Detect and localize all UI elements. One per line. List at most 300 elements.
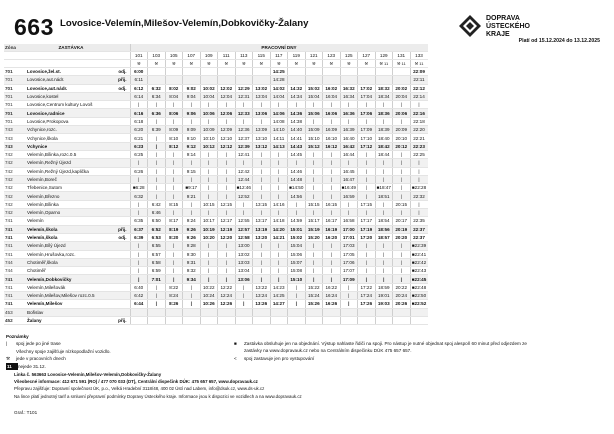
- trip-number: 119: [288, 52, 306, 60]
- departure-time: |: [218, 267, 236, 275]
- stop-name: Velemín,Milešov: [26, 300, 116, 308]
- arrival-departure-label: přij.: [116, 76, 130, 84]
- stop-name: Lovosice,aut.nádr.: [26, 76, 116, 84]
- departure-time: 14:34: [288, 92, 306, 100]
- departure-time: |: [218, 167, 236, 175]
- departure-time: 10:20: [200, 233, 218, 241]
- departure-time: 14:23: [270, 283, 288, 291]
- trip-number: 133: [410, 52, 428, 60]
- departure-time: |: [235, 117, 253, 125]
- stop-name: Velemín,Oparno: [26, 209, 116, 217]
- departure-time: 17:15: [358, 200, 376, 208]
- departure-time: 10:15: [200, 200, 218, 208]
- departure-time: |: [218, 101, 236, 109]
- trip-note: ⚒: [305, 60, 323, 68]
- departure-time: 12:41: [235, 150, 253, 158]
- zone-number: 701: [4, 68, 26, 76]
- departure-time: 16:47: [340, 175, 358, 183]
- footnotes: [6, 333, 111, 370]
- departure-time: |: [253, 175, 271, 183]
- departure-time: 6:00: [130, 68, 148, 76]
- zone-number: 742: [4, 209, 26, 217]
- blank-cell: [4, 52, 26, 60]
- departure-time: [270, 308, 288, 316]
- departure-time: 9:24: [183, 217, 201, 225]
- stop-row: [4, 184, 428, 192]
- departure-time: 20:10: [393, 134, 411, 142]
- departure-time: ■22:48: [411, 284, 427, 290]
- departure-time: 6:11: [130, 76, 148, 84]
- departure-time: 16:19: [323, 225, 341, 233]
- stop-name: Lovosice,kostel: [26, 92, 116, 100]
- departure-time: 9:26: [183, 233, 201, 241]
- departure-time: |: [393, 159, 411, 167]
- arrival-departure-label: odj.: [116, 68, 130, 76]
- departure-time: ■22:28: [411, 185, 427, 191]
- departure-time: |: [200, 192, 218, 200]
- departure-time: |: [393, 209, 411, 217]
- logo-text-line: ÚSTECKÉHO: [486, 23, 530, 30]
- arrival-departure-label: [116, 192, 130, 200]
- departure-time: 14:45: [288, 150, 306, 158]
- arrival-departure-label: [116, 275, 130, 283]
- departure-time: |: [323, 150, 341, 158]
- departure-time: 16:10: [323, 134, 341, 142]
- departure-time: 17:03: [340, 242, 358, 250]
- arrival-departure-label: [116, 258, 130, 266]
- trip-number: 109: [200, 52, 218, 60]
- stop-row: [4, 200, 428, 208]
- departure-time: 9:26: [183, 225, 201, 233]
- departure-time: |: [410, 159, 428, 167]
- footer-line: Všeobecné informace: 412 671 591 (RO) / 477 070 033 (DT), Centrální dispečink DÚK: 475 657 657, www.dopravauk.cz: [14, 379, 258, 385]
- departure-time: 6:59: [148, 267, 166, 275]
- departure-time: 15:04: [288, 242, 306, 250]
- departure-time: [235, 316, 253, 324]
- route-title: Lovosice-Velemín,Milešov-Velemín,Dobkovičky-Žalany: [60, 18, 309, 29]
- departure-time: [358, 76, 376, 84]
- departure-time: [340, 308, 358, 316]
- departure-time: 16:06: [323, 109, 341, 117]
- departure-time: |: [358, 192, 376, 200]
- arrival-departure-label: odj.: [116, 84, 130, 92]
- departure-time: |: [358, 250, 376, 258]
- stop-name: Velemín,Bílinka: [26, 200, 116, 208]
- departure-time: 14:20: [270, 225, 288, 233]
- departure-time: [288, 76, 306, 84]
- arrival-departure-label: [116, 150, 130, 158]
- departure-time: 22:20: [410, 126, 428, 134]
- trip-note: ⚒ 11: [393, 60, 411, 68]
- departure-time: |: [218, 258, 236, 266]
- footnote-symbol: <: [234, 355, 237, 361]
- departure-time: ■18:47: [376, 185, 391, 191]
- departure-time: |: [218, 192, 236, 200]
- departure-time: 12:42: [235, 167, 253, 175]
- departure-time: |: [200, 184, 218, 192]
- zone-number: 741: [4, 233, 26, 241]
- departure-time: |: [270, 250, 288, 258]
- arrival-departure-label: [116, 308, 130, 316]
- departure-time: [358, 68, 376, 76]
- departure-time: 15:15: [305, 200, 323, 208]
- departure-time: [183, 68, 201, 76]
- departure-time: |: [288, 209, 306, 217]
- departure-time: 12:04: [218, 92, 236, 100]
- departure-time: 13:04: [253, 92, 271, 100]
- departure-time: 22:16: [410, 109, 428, 117]
- departure-time: 12:19: [218, 225, 236, 233]
- stop-name: Velemín,Březno: [26, 192, 116, 200]
- departure-time: 14:43: [288, 142, 306, 150]
- stop-row: [4, 275, 428, 283]
- footnote-text: spoj zastavuje jen pro vystupování: [244, 355, 315, 361]
- departure-time: 12:33: [235, 109, 253, 117]
- trip-number: 127: [358, 52, 376, 60]
- stop-row: [4, 292, 428, 300]
- departure-time: 22:12: [410, 84, 428, 92]
- departure-time: |: [288, 283, 306, 291]
- departure-time: 6:46: [148, 209, 166, 217]
- departure-time: 15:10: [305, 134, 323, 142]
- departure-time: [218, 68, 236, 76]
- trip-number: 125: [340, 52, 358, 60]
- departure-time: [393, 76, 411, 84]
- departure-time: 6:12: [130, 84, 148, 92]
- departure-time: 14:28: [270, 76, 288, 84]
- departure-time: 8:06: [165, 109, 183, 117]
- departure-time: 14:46: [288, 167, 306, 175]
- departure-time: 16:34: [340, 92, 358, 100]
- departure-time: 16:04: [323, 92, 341, 100]
- departure-time: [288, 316, 306, 324]
- departure-time: [200, 76, 218, 84]
- departure-time: |: [375, 275, 393, 283]
- timetable: [4, 44, 428, 325]
- departure-time: ■6:28: [130, 184, 148, 192]
- zone-number: 741: [4, 283, 26, 291]
- arrival-departure-label: [116, 283, 130, 291]
- departure-time: |: [218, 242, 236, 250]
- trip-note: ⚒: [253, 60, 271, 68]
- trip-note: ⚒: [165, 60, 183, 68]
- departure-time: [235, 76, 253, 84]
- departure-time: 18:40: [375, 134, 393, 142]
- departure-time: |: [323, 250, 341, 258]
- trip-note: ⚒: [148, 60, 166, 68]
- departure-time: |: [235, 209, 253, 217]
- departure-time: 16:40: [340, 134, 358, 142]
- departure-time: [253, 68, 271, 76]
- departure-time: 20:26: [393, 300, 411, 308]
- departure-time: |: [218, 175, 236, 183]
- departure-time: |: [253, 250, 271, 258]
- zone-number: 742: [4, 192, 26, 200]
- departure-time: 22:14: [410, 92, 428, 100]
- departure-time: 6:16: [130, 109, 148, 117]
- departure-time: 9:10: [183, 134, 201, 142]
- departure-time: 12:44: [235, 175, 253, 183]
- departure-time: 15:01: [288, 225, 306, 233]
- departure-time: [393, 68, 411, 76]
- trip-note: ⚒: [358, 60, 376, 68]
- arrival-departure-label: [116, 101, 130, 109]
- departure-time: [323, 76, 341, 84]
- footnote-symbol: ■: [234, 341, 237, 346]
- stop-row: [4, 233, 428, 241]
- departure-time: |: [200, 275, 218, 283]
- departure-time: 9:09: [183, 126, 201, 134]
- departure-time: 12:24: [218, 292, 236, 300]
- departure-time: 16:42: [340, 142, 358, 150]
- departure-time: ■22:45: [411, 276, 427, 282]
- zone-number: 742: [4, 159, 26, 167]
- departure-time: 14:10: [270, 126, 288, 134]
- departure-time: |: [393, 184, 411, 192]
- trip-number: 123: [323, 52, 341, 60]
- stop-row: [4, 101, 428, 109]
- departure-time: 10:09: [200, 126, 218, 134]
- footnote: [6, 363, 111, 370]
- departure-time: 12:15: [218, 200, 236, 208]
- departure-time: 8:19: [165, 225, 183, 233]
- departure-time: ■22:41: [411, 251, 427, 257]
- stop-row: [4, 242, 428, 250]
- departure-time: 10:24: [200, 292, 218, 300]
- departure-time: 13:17: [253, 217, 271, 225]
- departure-time: |: [393, 267, 411, 275]
- departure-time: 20:24: [393, 292, 411, 300]
- departure-time: 15:20: [305, 233, 323, 241]
- departure-time: [375, 316, 393, 324]
- departure-time: 6:32: [130, 192, 148, 200]
- departure-time: 6:42: [148, 200, 166, 208]
- departure-time: 20:09: [393, 126, 411, 134]
- departure-time: |: [323, 192, 341, 200]
- arrival-departure-label: [116, 184, 130, 192]
- departure-time: 14:13: [270, 142, 288, 150]
- footer-line: Na lince platí jednotný tarif a smluvní přepravní podmínky Dopravy Ústeckého kraje. Informace jsou k dispozici ve vozidlech a na www.dopravauk.cz: [14, 393, 302, 399]
- arrival-departure-label: [116, 117, 130, 125]
- zone-number: 701: [4, 76, 26, 84]
- departure-time: |: [270, 267, 288, 275]
- stop-name: Lovosice,radnice: [26, 109, 116, 117]
- departure-time: 14:16: [270, 200, 288, 208]
- departure-time: |: [165, 117, 183, 125]
- stop-name: Třebenice,Sutom: [26, 184, 116, 192]
- departure-time: 12:36: [235, 126, 253, 134]
- trip-number: 107: [183, 52, 201, 60]
- departure-time: |: [148, 159, 166, 167]
- departure-time: [288, 68, 306, 76]
- departure-time: |: [148, 292, 166, 300]
- departure-time: |: [200, 209, 218, 217]
- zone-number: 452: [4, 316, 26, 324]
- departure-time: 13:06: [235, 275, 253, 283]
- departure-time: 18:32: [375, 84, 393, 92]
- trip-number: 129: [375, 52, 393, 60]
- departure-time: [235, 68, 253, 76]
- departure-time: 14:18: [270, 217, 288, 225]
- departure-time: 15:17: [305, 217, 323, 225]
- departure-time: |: [410, 200, 428, 208]
- departure-time: 20:20: [393, 233, 411, 241]
- departure-time: [148, 68, 166, 76]
- departure-time: 20:22: [393, 283, 411, 291]
- departure-time: [323, 308, 341, 316]
- departure-time: 9:02: [183, 84, 201, 92]
- departure-time: 12:10: [218, 134, 236, 142]
- stop-row: [4, 84, 428, 92]
- blank-cell: [116, 60, 130, 68]
- trip-note: ⚒: [235, 60, 253, 68]
- arrival-departure-label: odj.: [116, 233, 130, 241]
- departure-time: |: [393, 242, 411, 250]
- departure-time: |: [375, 200, 393, 208]
- stop-row: [4, 258, 428, 266]
- line-number: 663: [14, 14, 54, 40]
- departure-time: 14:06: [270, 109, 288, 117]
- departure-time: 18:57: [375, 233, 393, 241]
- departure-time: [148, 316, 166, 324]
- departure-time: [183, 308, 201, 316]
- departure-time: |: [165, 167, 183, 175]
- departure-time: |: [200, 150, 218, 158]
- departure-time: 7:01: [148, 275, 166, 283]
- zone-number: 701: [4, 92, 26, 100]
- departure-time: |: [323, 267, 341, 275]
- departure-time: 16:22: [323, 283, 341, 291]
- stop-name: Lovosice,aut.nádr.: [26, 84, 116, 92]
- departure-time: |: [288, 292, 306, 300]
- departure-time: 17:04: [358, 92, 376, 100]
- departure-time: |: [235, 159, 253, 167]
- departure-time: [288, 308, 306, 316]
- zone-number: 453: [4, 308, 26, 316]
- departure-time: [410, 308, 428, 316]
- departure-time: |: [200, 159, 218, 167]
- departure-time: 14:25: [270, 292, 288, 300]
- validity-period: Platí od 15.12.2024 do 13.12.2025: [518, 38, 600, 44]
- departure-time: 16:59: [340, 192, 358, 200]
- departure-time: [165, 76, 183, 84]
- departure-time: |: [410, 101, 428, 109]
- departure-time: |: [375, 117, 393, 125]
- departure-time: |: [130, 209, 148, 217]
- departure-time: |: [165, 184, 183, 192]
- stop-name: Vchynice,rozc.: [26, 126, 116, 134]
- departure-time: |: [270, 150, 288, 158]
- departure-time: 6:42: [130, 292, 148, 300]
- departure-time: 6:40: [130, 283, 148, 291]
- departure-time: [375, 76, 393, 84]
- departure-time: |: [148, 283, 166, 291]
- departure-time: |: [253, 184, 271, 192]
- departure-time: |: [270, 242, 288, 250]
- stop-name: Velemín,Bílinka,rozc.0.5: [26, 150, 116, 158]
- departure-time: 16:12: [323, 142, 341, 150]
- departure-time: 17:24: [358, 292, 376, 300]
- departure-time: [340, 76, 358, 84]
- departure-time: |: [130, 267, 148, 275]
- departure-time: |: [130, 200, 148, 208]
- departure-time: 17:00: [340, 225, 358, 233]
- departure-time: |: [218, 250, 236, 258]
- departure-time: 18:34: [375, 92, 393, 100]
- departure-time: |: [340, 209, 358, 217]
- departure-time: 15:06: [305, 109, 323, 117]
- departure-time: [323, 316, 341, 324]
- departure-time: |: [375, 159, 393, 167]
- departure-time: [130, 316, 148, 324]
- stop-row: [4, 167, 428, 175]
- trip-notes-row: [4, 60, 428, 68]
- departure-time: 18:39: [375, 126, 393, 134]
- departure-time: 6:57: [148, 250, 166, 258]
- departure-time: 10:17: [200, 217, 218, 225]
- departure-time: |: [218, 184, 236, 192]
- departure-time: |: [253, 101, 271, 109]
- departure-time: [340, 316, 358, 324]
- arrival-departure-label: [116, 175, 130, 183]
- arrival-departure-label: [116, 167, 130, 175]
- departure-time: [165, 316, 183, 324]
- stop-name: Velemín,Bílý Újezd: [26, 242, 116, 250]
- zone-number: 701: [4, 109, 26, 117]
- departure-time: |: [253, 275, 271, 283]
- departure-time: |: [358, 275, 376, 283]
- departure-time: 20:02: [393, 84, 411, 92]
- departure-time: 19:01: [375, 292, 393, 300]
- departure-time: 16:09: [323, 126, 341, 134]
- departure-time: |: [183, 283, 201, 291]
- stop-name: Lovosice,Centrum kultury Lovoš: [26, 101, 116, 109]
- zone-number: 741: [4, 225, 26, 233]
- departure-time: |: [253, 242, 271, 250]
- departure-time: 9:31: [183, 258, 201, 266]
- footer-info: [14, 371, 302, 400]
- departure-time: |: [218, 159, 236, 167]
- departure-time: |: [253, 209, 271, 217]
- stop-row: [4, 316, 428, 324]
- departure-time: |: [375, 209, 393, 217]
- departure-time: |: [200, 175, 218, 183]
- departure-time: [200, 316, 218, 324]
- departure-time: [305, 316, 323, 324]
- departure-time: [410, 316, 428, 324]
- departure-time: |: [375, 242, 393, 250]
- departure-time: 16:15: [323, 200, 341, 208]
- departure-time: |: [288, 159, 306, 167]
- departure-time: |: [130, 159, 148, 167]
- departure-time: 12:22: [218, 283, 236, 291]
- departure-time: 6:37: [130, 225, 148, 233]
- departure-time: [340, 68, 358, 76]
- departure-time: 18:54: [375, 217, 393, 225]
- trip-number: 117: [270, 52, 288, 60]
- departure-time: |: [183, 209, 201, 217]
- departure-time: |: [358, 159, 376, 167]
- departure-time: 9:06: [183, 109, 201, 117]
- departure-time: 15:22: [305, 283, 323, 291]
- departure-time: [375, 308, 393, 316]
- departure-time: ■12:46: [236, 185, 251, 191]
- departure-time: 12:12: [218, 142, 236, 150]
- departure-time: 10:12: [200, 142, 218, 150]
- departure-time: |: [375, 267, 393, 275]
- departure-time: 8:15: [165, 200, 183, 208]
- departure-time: |: [148, 184, 166, 192]
